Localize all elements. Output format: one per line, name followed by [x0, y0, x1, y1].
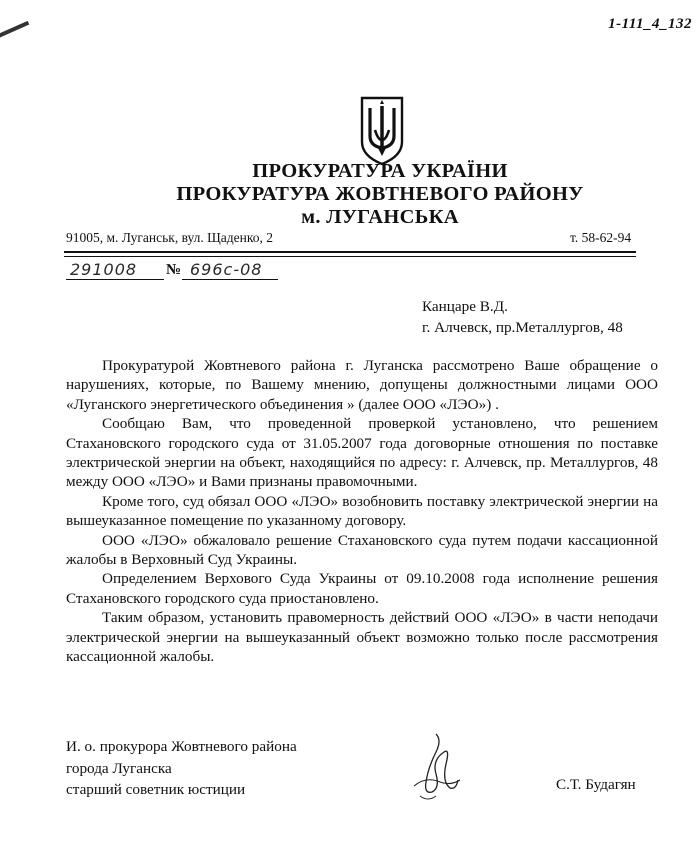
header-line-2: ПРОКУРАТУРА ЖОВТНЕВОГО РАЙОНУ [176, 183, 584, 205]
body-paragraph: Сообщаю Вам, что проведенной проверкой установлено, что решением Стахановского городского суда от 31.05.2007 года договорные отношения по поставке электрической энергии на объект, находящийся по адресу: г. Алчевск, пр. Металлургов, 48 между ООО «ЛЭО» и Вами признаны правомочными. [66, 415, 658, 491]
body-paragraph: Прокуратурой Жовтневого района г. Луганска рассмотрено Ваше обращение о нарушениях, которые, по Вашему мнению, допущены должностными лицами ООО «Луганского энергетического объединения » (далее ООО «ЛЭО») . [66, 357, 658, 413]
header-line-1: ПРОКУРАТУРА УКРАЇНИ [252, 160, 508, 182]
document-reference-code: 1-111_4_132 [608, 16, 692, 32]
recipient-block [422, 296, 623, 338]
body-paragraph: Определением Верхового Суда Украины от 09.10.2008 года исполнение решения Стахановского городского суда приостановлено. [66, 570, 658, 607]
scan-edge-mark [0, 21, 29, 39]
header-rule-thin [64, 256, 636, 257]
recipient-address: г. Алчевск, пр.Металлургов, 48 [422, 319, 623, 336]
signer-position-line-1: И. о. прокурора Жовтневого района [66, 738, 297, 755]
date-underline [66, 279, 164, 280]
office-address: 91005, м. Луганськ, вул. Щаденко, 2 [66, 230, 273, 245]
signer-position-line-3: старший советник юстиции [66, 781, 246, 798]
header-line-3: м. ЛУГАНСЬКА [301, 206, 459, 228]
number-underline [182, 279, 278, 280]
body-paragraph: Кроме того, суд обязал ООО «ЛЭО» возобновить поставку электрической энергии на вышеуказанное помещение по указанному договору. [66, 492, 658, 530]
header-rule-thick [64, 251, 636, 253]
body-paragraph: ООО «ЛЭО» обжаловало решение Стахановского суда путем подачи кассационной жалобы в Верховный Суд Украины. [66, 531, 658, 569]
trident-emblem-icon [358, 96, 406, 166]
office-phone: т. 58-62-94 [570, 230, 632, 245]
signer-position-line-2: города Луганска [66, 759, 172, 777]
body-paragraph: Таким образом, установить правомерность действий ООО «ЛЭО» в части неподачи электрической энергии на вышеуказанный объект возможно только после рассмотрения кассационной жалобы. [66, 609, 658, 666]
signature-title-block [66, 736, 297, 801]
outgoing-number-label: № [166, 262, 182, 278]
handwritten-signature [406, 730, 464, 806]
outgoing-number-handwritten: 696с-08 [190, 260, 263, 279]
signer-name: С.Т. Будагян [556, 776, 636, 793]
recipient-name: Канцаре В.Д. [422, 298, 508, 315]
letter-body [66, 356, 658, 667]
outgoing-date-handwritten: 291008 [70, 260, 138, 279]
